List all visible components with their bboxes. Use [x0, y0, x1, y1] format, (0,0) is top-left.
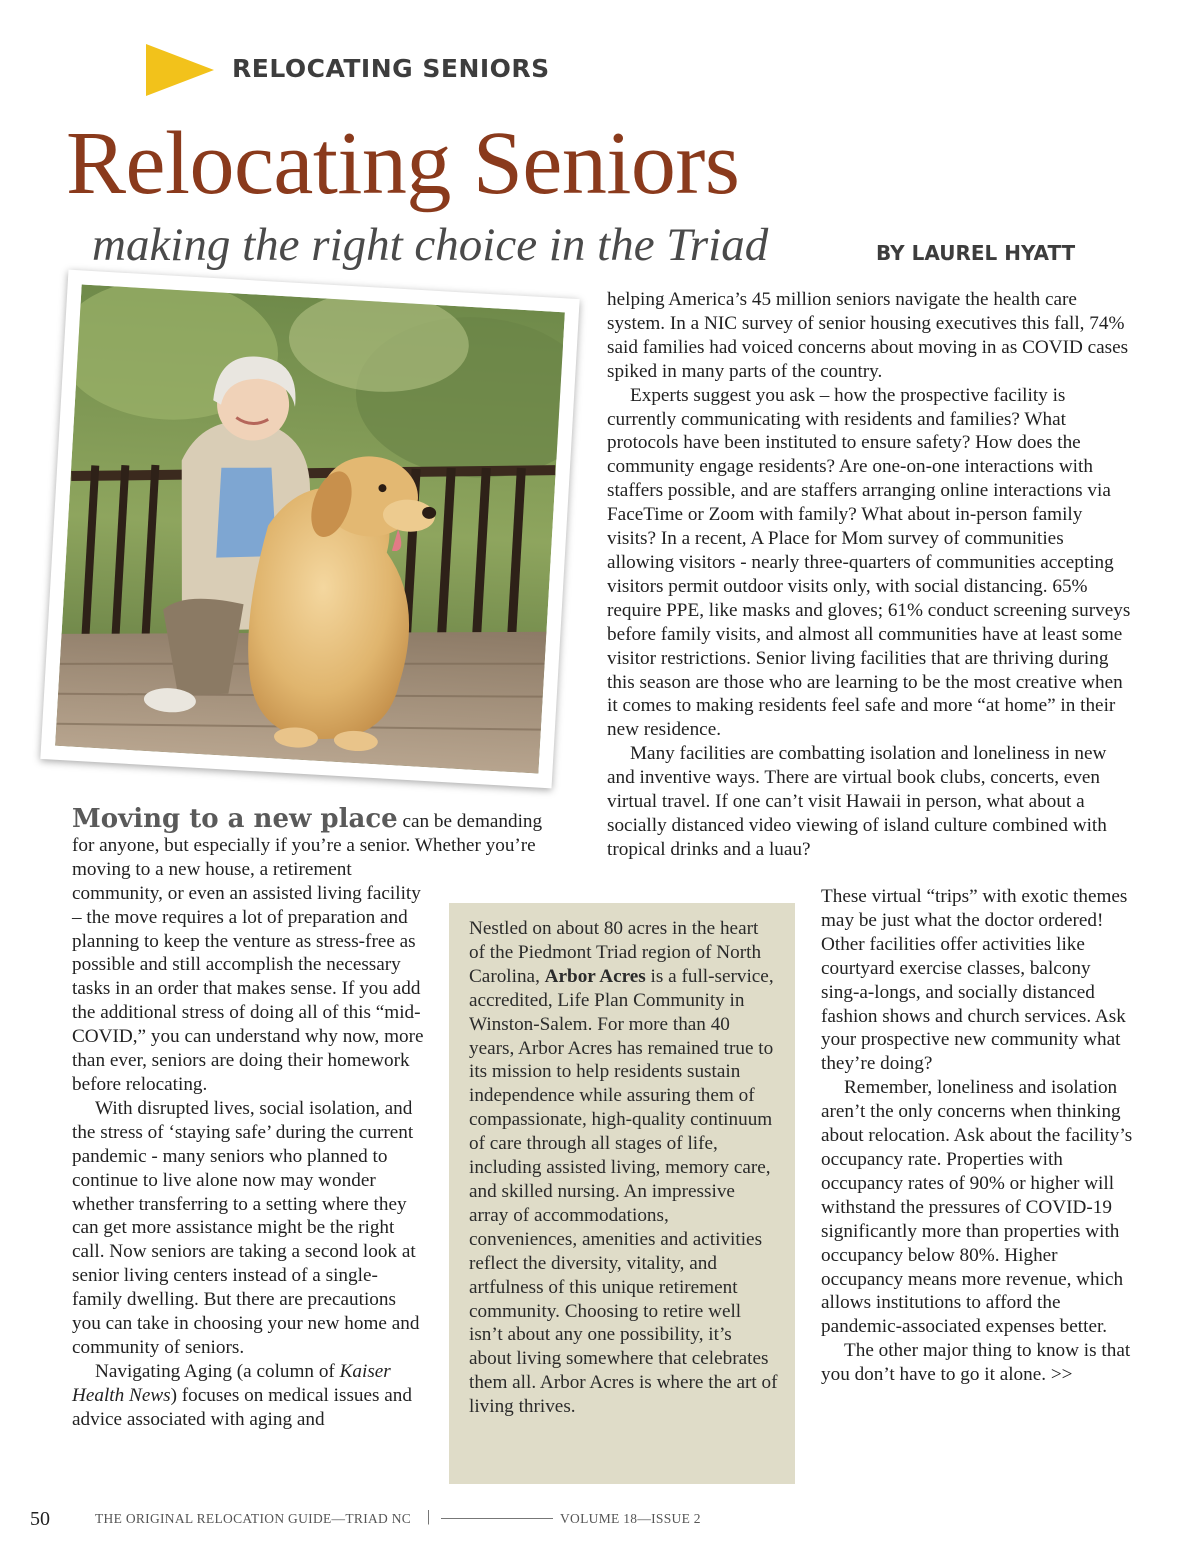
paragraph: Remember, loneliness and isolation aren’t the only concerns when thinking about relocation. Ask about the facility’s occupancy rate. Properties with occupancy rates of 90% or higher will withstand the pressures of COVID-19 significantly more than properties with occupancy below 80%. Higher occupancy means more revenue, which allows institutions to afford the pandemic-associated expenses better.: [821, 1077, 1133, 1338]
paragraph: helping America’s 45 million seniors navigate the health care system. In a NIC survey of senior housing executives this fall, 74% said families had voiced concerns about moving in as COVID cases spiked in many parts of the country.: [607, 289, 1129, 382]
text-span: is a full-service, accredited, Life Plan Community in Winston-Salem. For more than 40 years, Arbor Acres has remained true to its mission to help residents sustain independence while assuring them of compassionate, high-quality continuum of care through all stages of life, including assisted living, memory care, and skilled nursing. An impressive array of accommodations, conveniences, amenities and activities reflect the diversity, vitality, and artfulness of this unique retirement community. Choosing to retire well isn’t about any one possibility, it’s about living somewhere that celebrates them all. Arbor Acres is where the art of living thrives.: [469, 965, 778, 1418]
publication-name: Kaiser Health News: [72, 1360, 391, 1406]
column-right-bottom: [821, 885, 1133, 1387]
sidebar-text: [469, 917, 779, 1419]
page-number: 50: [30, 1508, 50, 1530]
column-right-top: [607, 288, 1131, 862]
footer-issue: VOLUME 18—ISSUE 2: [560, 1511, 701, 1526]
sidebar-box-arbor-acres: [449, 903, 795, 1484]
article-photo: [40, 270, 579, 789]
footer-publication: THE ORIGINAL RELOCATION GUIDE—TRIAD NC: [95, 1511, 412, 1526]
paragraph: [72, 804, 552, 882]
page-title: Relocating Seniors: [66, 114, 740, 213]
paragraph: The other major thing to know is that you don’t have to go it alone. >>: [821, 1340, 1131, 1386]
byline: BY LAUREL HYATT: [876, 241, 1076, 265]
paragraph: Many facilities are combatting isolation and loneliness in new and inventive ways. There are virtual book clubs, concerts, even virtual travel. If one can’t visit Hawaii in person, what about a socially distanced video viewing of island culture combined with tropical drinks and a luau?: [607, 743, 1107, 860]
page-subtitle: making the right choice in the Triad: [92, 219, 769, 271]
text-span: ) focuses on medical issues and advice associated with aging and: [72, 1384, 412, 1430]
text-span: Nestled on about 80 acres in the heart of the Piedmont Triad region of North Carolina,: [469, 918, 762, 987]
photo-senior-woman-with-golden-retriever-icon: [55, 284, 565, 773]
footer-separator: |: [427, 1508, 431, 1525]
paragraph: Experts suggest you ask – how the prospective facility is currently communicating with residents and families? What protocols have been instituted to ensure safety? How does the community engage residents? Are one-on-one interactions with staffers possible, and are staffers arranging online interactions via FaceTime or Zoom with family? What about in-person family visits? In a recent, A Place for Mom survey of communities allowing visitors - nearly three-quarters of communities accepting visitors permit outdoor visits only, with social distancing. 65% require PPE, like masks and gloves; 61% conduct screening surveys before family visits, and almost all communities have at least some visitor restrictions. Senior living facilities that are thriving during this season are those who are learning to be the most creative when it comes to making residents feel safe and more “at home” in their new residence.: [607, 384, 1131, 741]
section-label: RELOCATING SENIORS: [232, 54, 550, 83]
section-marker-triangle-icon: [146, 44, 214, 96]
footer-rule: [441, 1518, 553, 1519]
lead-in-heading: Moving to a new place: [72, 804, 398, 834]
lead-paragraph-text: can be demanding for anyone, but especially if you’re a senior. Whether you’re moving to a new house, a retirement: [72, 811, 543, 880]
paragraph: [72, 1360, 424, 1432]
paragraph: With disrupted lives, social isolation, and the stress of ‘staying safe’ during the current pandemic - many seniors who planned to continue to live alone now may wonder whether transferring to a setting where they can get more assistance might be the right call. Now seniors are taking a second look at senior living centers instead of a single-family dwelling. But there are precautions you can take in choosing your new home and community of seniors.: [72, 1097, 420, 1358]
sponsor-name: Arbor Acres: [544, 965, 646, 987]
paragraph: These virtual “trips” with exotic themes may be just what the doctor ordered! Other facilities offer activities like courtyard exercise classes, balcony sing-a-longs, and socially distanced fashion shows and church services. Ask your prospective new community what they’re doing?: [821, 886, 1128, 1075]
paragraph: community, or even an assisted living facility – the move requires a lot of preparation and planning to keep the venture as stress-free as possible and still accomplish the necessary tasks in an order that makes sense. If you add the additional stress of doing all of this “mid-COVID,” you can understand why now, more than ever, seniors are doing their homework before relocating.: [72, 882, 424, 1095]
text-span: Navigating Aging (a column of: [95, 1360, 340, 1382]
